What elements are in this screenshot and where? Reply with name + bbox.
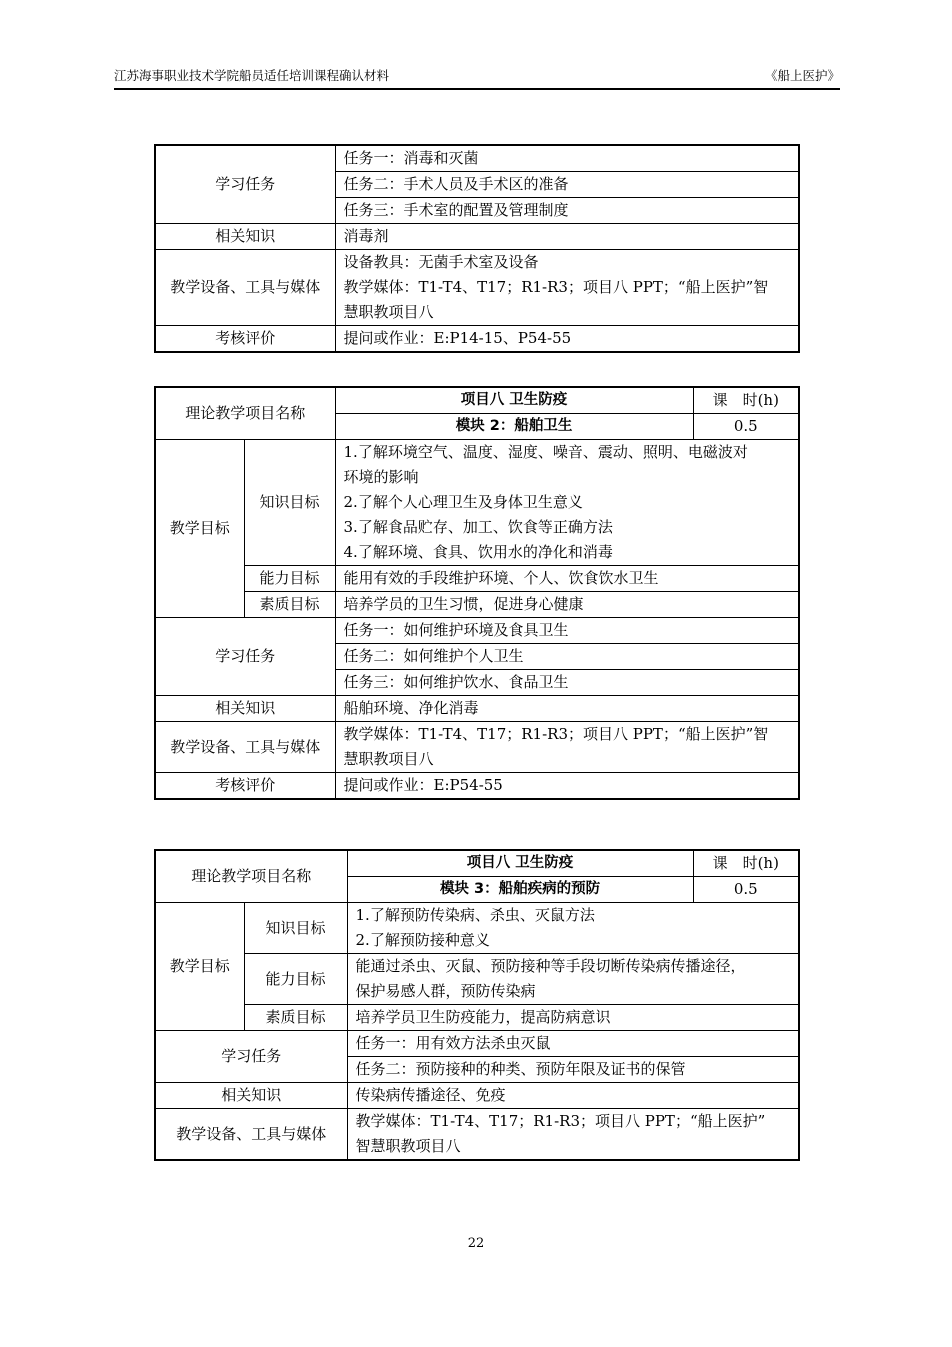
knowledge-goals [335, 440, 799, 566]
equipment-value [335, 722, 799, 773]
goal-line: 1.了解预防传染病、杀虫、灭鼠方法 [355, 906, 595, 924]
ability-goal-label: 能力目标 [244, 566, 335, 592]
table-row [155, 1109, 799, 1161]
knowledge-value: 船舶环境、净化消毒 [335, 696, 799, 722]
table-row [155, 326, 799, 353]
hours-label: 课 时(h) [693, 387, 799, 414]
task-item: 任务一：如何维护环境及食具卫生 [335, 618, 799, 644]
table-row [155, 954, 799, 1005]
knowledge-goal-label: 知识目标 [244, 440, 335, 566]
equipment-line: 慧职教项目八 [343, 303, 434, 321]
knowledge-label: 相关知识 [155, 1083, 347, 1109]
equipment-value [335, 250, 799, 326]
table-row [155, 592, 799, 618]
goal-line: 能通过杀虫、灭鼠、预防接种等手段切断传染病传播途径， [355, 957, 746, 975]
table-module-3 [154, 849, 800, 1161]
equipment-line: 教学媒体：T1-T4、T17；R1-R3；项目八 PPT；“船上医护”智 [343, 278, 769, 296]
knowledge-value: 传染病传播途径、免疫 [347, 1083, 799, 1109]
equipment-label: 教学设备、工具与媒体 [155, 722, 335, 773]
task-item: 任务二：手术人员及手术区的准备 [335, 172, 799, 198]
quality-goal-value: 培养学员的卫生习惯，促进身心健康 [335, 592, 799, 618]
assessment-value: 提问或作业：E:P54-55 [335, 773, 799, 800]
hours-value: 0.5 [693, 414, 799, 440]
tasks-label: 学习任务 [155, 1031, 347, 1083]
table-row [155, 773, 799, 800]
task-item: 任务一：用有效方法杀虫灭鼠 [347, 1031, 799, 1057]
page-number: 22 [467, 1236, 485, 1251]
module-title: 模块 3：船舶疾病的预防 [347, 877, 693, 903]
project-title: 项目八 卫生防疫 [347, 850, 693, 877]
table-row [155, 618, 799, 644]
table-row [155, 145, 799, 172]
task-item: 任务二：预防接种的种类、预防年限及证书的保管 [347, 1057, 799, 1083]
goal-line: 2.了解个人心理卫生及身体卫生意义 [343, 493, 583, 511]
knowledge-label: 相关知识 [155, 224, 335, 250]
equipment-line: 设备教具：无菌手术室及设备 [343, 253, 539, 271]
goal-line: 1.了解环境空气、温度、湿度、噪音、震动、照明、电磁波对 [343, 443, 748, 461]
table-row [155, 850, 799, 877]
goal-line: 保护易感人群，预防传染病 [355, 982, 536, 1000]
tasks-label: 学习任务 [155, 618, 335, 696]
equipment-value [347, 1109, 799, 1161]
table-row [155, 722, 799, 773]
goal-line: 2.了解预防接种意义 [355, 931, 490, 949]
assessment-label: 考核评价 [155, 773, 335, 800]
task-item: 任务一：消毒和灭菌 [335, 145, 799, 172]
table-row [155, 903, 799, 954]
table-row [155, 1031, 799, 1057]
goal-line: 3.了解食品贮存、加工、饮食等正确方法 [343, 518, 613, 536]
hours-label: 课 时(h) [693, 850, 799, 877]
task-item: 任务二：如何维护个人卫生 [335, 644, 799, 670]
goal-line: 4.了解环境、食具、饮用水的净化和消毒 [343, 543, 613, 561]
goals-label: 教学目标 [155, 440, 244, 618]
table-row [155, 224, 799, 250]
ability-goal-label: 能力目标 [244, 954, 347, 1005]
header-right-title: 《船上医护》 [764, 68, 840, 83]
knowledge-label: 相关知识 [155, 696, 335, 722]
knowledge-goal-label: 知识目标 [244, 903, 347, 954]
assessment-label: 考核评价 [155, 326, 335, 353]
table-row [155, 440, 799, 566]
project-name-label: 理论教学项目名称 [155, 387, 335, 440]
equipment-line: 教学媒体：T1-T4、T17；R1-R3；项目八 PPT；“船上医护”智 [343, 725, 769, 743]
page-header [114, 66, 840, 90]
quality-goal-label: 素质目标 [244, 1005, 347, 1031]
table-row [155, 1005, 799, 1031]
table-row [155, 696, 799, 722]
quality-goal-value: 培养学员卫生防疫能力，提高防病意识 [347, 1005, 799, 1031]
project-title: 项目八 卫生防疫 [335, 387, 693, 414]
equipment-line: 慧职教项目八 [343, 750, 434, 768]
ability-goal-value: 能用有效的手段维护环境、个人、饮食饮水卫生 [335, 566, 799, 592]
ability-goals [347, 954, 799, 1005]
knowledge-goals [347, 903, 799, 954]
header-left-title: 江苏海事职业技术学院船员适任培训课程确认材料 [114, 68, 390, 83]
table-row [155, 387, 799, 414]
equipment-label: 教学设备、工具与媒体 [155, 250, 335, 326]
equipment-label: 教学设备、工具与媒体 [155, 1109, 347, 1161]
task-item: 任务三：如何维护饮水、食品卫生 [335, 670, 799, 696]
table-row [155, 250, 799, 326]
equipment-line: 智慧职教项目八 [355, 1137, 461, 1155]
quality-goal-label: 素质目标 [244, 592, 335, 618]
project-name-label: 理论教学项目名称 [155, 850, 347, 903]
table-module-1-continued [154, 144, 800, 353]
assessment-value: 提问或作业：E:P14-15、P54-55 [335, 326, 799, 353]
hours-value: 0.5 [693, 877, 799, 903]
table-row [155, 566, 799, 592]
task-item: 任务三：手术室的配置及管理制度 [335, 198, 799, 224]
goals-label: 教学目标 [155, 903, 244, 1031]
table-module-2 [154, 386, 800, 800]
tasks-label: 学习任务 [155, 145, 335, 224]
goal-line: 环境的影响 [343, 468, 419, 486]
table-row [155, 1083, 799, 1109]
module-title: 模块 2：船舶卫生 [335, 414, 693, 440]
knowledge-value: 消毒剂 [335, 224, 799, 250]
equipment-line: 教学媒体：T1-T4、T17；R1-R3；项目八 PPT；“船上医护” [355, 1112, 766, 1130]
